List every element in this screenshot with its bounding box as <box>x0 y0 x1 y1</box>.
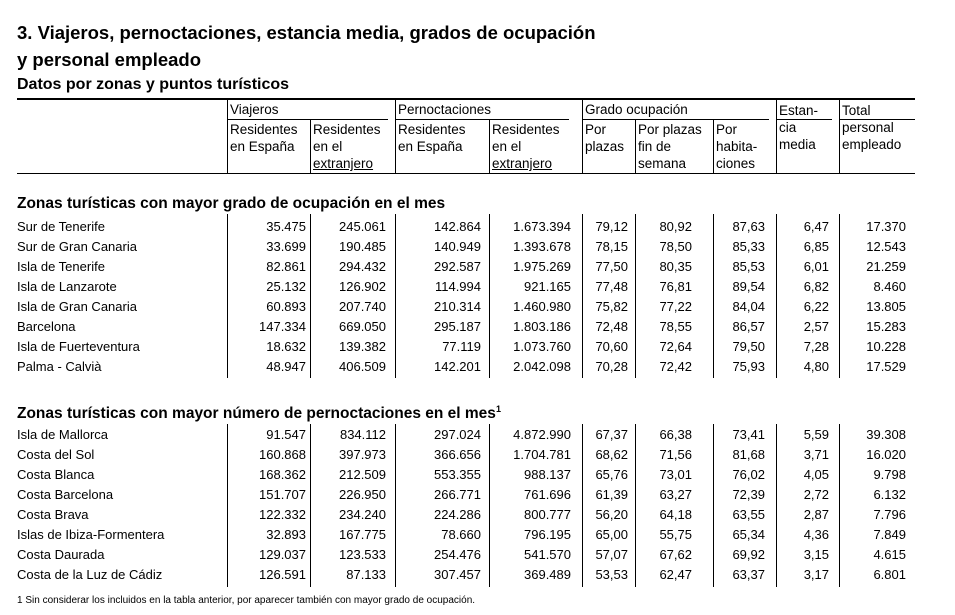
zone-name: Barcelona <box>17 319 76 334</box>
cell-por-habitaciones: 73,41 <box>732 427 765 442</box>
cell-personal-empleado: 15.283 <box>866 319 906 334</box>
cell-por-habitaciones: 75,93 <box>732 359 765 374</box>
cell-pernoctaciones-residentes-extranjero: 761.696 <box>524 487 571 502</box>
cell-viajeros-residentes-extranjero: 397.973 <box>339 447 386 462</box>
header-top-rule <box>17 98 915 100</box>
header-viajeros: Viajeros <box>230 102 279 117</box>
cell-viajeros-residentes-espana: 147.334 <box>259 319 306 334</box>
viajeros-group-rule <box>227 119 388 120</box>
cell-por-habitaciones: 86,57 <box>732 319 765 334</box>
cell-por-plazas-fin-semana: 66,38 <box>659 427 692 442</box>
header-por-plazas-fin-semana: Por plazas fin de semana <box>638 122 702 171</box>
table-row <box>0 565 955 585</box>
cell-pernoctaciones-residentes-espana: 266.771 <box>434 487 481 502</box>
cell-por-habitaciones: 85,53 <box>732 259 765 274</box>
cell-viajeros-residentes-espana: 91.547 <box>266 427 306 442</box>
cell-pernoctaciones-residentes-espana: 142.201 <box>434 359 481 374</box>
cell-por-plazas: 77,48 <box>595 279 628 294</box>
cell-pernoctaciones-residentes-extranjero: 921.165 <box>524 279 571 294</box>
cell-pernoctaciones-residentes-espana: 553.355 <box>434 467 481 482</box>
cell-por-plazas-fin-semana: 72,42 <box>659 359 692 374</box>
cell-por-plazas: 77,50 <box>595 259 628 274</box>
table-row <box>0 297 955 317</box>
table-row <box>0 485 955 505</box>
cell-por-habitaciones: 63,37 <box>732 567 765 582</box>
cell-viajeros-residentes-espana: 48.947 <box>266 359 306 374</box>
cell-viajeros-residentes-extranjero: 226.950 <box>339 487 386 502</box>
header-bottom-rule <box>17 173 915 174</box>
cell-pernoctaciones-residentes-espana: 77.119 <box>442 339 481 354</box>
section-title-ocupacion: Zonas turísticas con mayor grado de ocupación en el mes <box>17 195 446 212</box>
cell-pernoctaciones-residentes-extranjero: 1.673.394 <box>513 219 571 234</box>
cell-estancia-media: 2,87 <box>803 507 829 522</box>
zone-name: Costa Brava <box>17 507 89 522</box>
cell-pernoctaciones-residentes-espana: 292.587 <box>434 259 481 274</box>
cell-viajeros-residentes-espana: 35.475 <box>266 219 306 234</box>
cell-por-plazas-fin-semana: 64,18 <box>659 507 692 522</box>
zone-name: Isla de Tenerife <box>17 259 105 274</box>
header-viajeros-residentes-espana: Residentes en España <box>230 122 298 154</box>
cell-viajeros-residentes-extranjero: 167.775 <box>339 527 386 542</box>
cell-viajeros-residentes-espana: 60.893 <box>266 299 306 314</box>
cell-pernoctaciones-residentes-espana: 140.949 <box>434 239 481 254</box>
cell-pernoctaciones-residentes-extranjero: 988.137 <box>524 467 571 482</box>
zone-name: Costa Blanca <box>17 467 95 482</box>
col-separator <box>227 100 228 173</box>
cell-por-plazas: 65,76 <box>595 467 628 482</box>
cell-estancia-media: 6,22 <box>803 299 829 314</box>
table-row <box>0 337 955 357</box>
cell-estancia-media: 3,15 <box>803 547 829 562</box>
cell-estancia-media: 6,47 <box>803 219 829 234</box>
table-row <box>0 465 955 485</box>
header-por-plazas: Por plazas <box>585 122 625 154</box>
cell-personal-empleado: 10.228 <box>866 339 906 354</box>
cell-por-habitaciones: 81,68 <box>732 447 765 462</box>
table-row <box>0 217 955 237</box>
cell-por-plazas-fin-semana: 62,47 <box>659 567 692 582</box>
cell-estancia-media: 6,01 <box>803 259 829 274</box>
cell-por-plazas: 75,82 <box>595 299 628 314</box>
cell-personal-empleado: 16.020 <box>866 447 906 462</box>
cell-viajeros-residentes-extranjero: 669.050 <box>339 319 386 334</box>
cell-personal-empleado: 4.615 <box>873 547 906 562</box>
cell-viajeros-residentes-espana: 126.591 <box>259 567 306 582</box>
table-row <box>0 357 955 377</box>
cell-personal-empleado: 6.132 <box>873 487 906 502</box>
table-row <box>0 277 955 297</box>
footnote: 1 Sin considerar los incluidos en la tabla anterior, por aparecer también con mayor grado de ocupación. <box>17 595 476 606</box>
grado-group-rule <box>582 119 769 120</box>
cell-viajeros-residentes-extranjero: 87.133 <box>346 567 386 582</box>
cell-estancia-media: 3,17 <box>803 567 829 582</box>
cell-por-habitaciones: 89,54 <box>732 279 765 294</box>
cell-por-plazas-fin-semana: 78,55 <box>659 319 692 334</box>
col-separator <box>310 120 311 173</box>
col-separator <box>776 100 777 173</box>
cell-viajeros-residentes-extranjero: 126.902 <box>339 279 386 294</box>
header-pernoctaciones: Pernoctaciones <box>398 102 492 117</box>
cell-viajeros-residentes-extranjero: 207.740 <box>339 299 386 314</box>
cell-personal-empleado: 21.259 <box>866 259 906 274</box>
cell-pernoctaciones-residentes-extranjero: 1.704.781 <box>513 447 571 462</box>
cell-personal-empleado: 17.529 <box>866 359 906 374</box>
cell-por-plazas: 79,12 <box>595 219 628 234</box>
cell-por-plazas-fin-semana: 72,64 <box>659 339 692 354</box>
title-line-1: 3. Viajeros, pernoctaciones, estancia media, grados de ocupación <box>17 22 596 43</box>
cell-pernoctaciones-residentes-extranjero: 369.489 <box>524 567 571 582</box>
col-separator <box>489 120 490 173</box>
cell-pernoctaciones-residentes-espana: 366.656 <box>434 447 481 462</box>
cell-por-plazas-fin-semana: 77,22 <box>659 299 692 314</box>
cell-personal-empleado: 17.370 <box>866 219 906 234</box>
cell-por-plazas: 78,15 <box>595 239 628 254</box>
cell-pernoctaciones-residentes-espana: 307.457 <box>434 567 481 582</box>
table-row <box>0 545 955 565</box>
cell-pernoctaciones-residentes-extranjero: 4.872.990 <box>513 427 571 442</box>
cell-estancia-media: 6,82 <box>803 279 829 294</box>
cell-viajeros-residentes-extranjero: 139.382 <box>339 339 386 354</box>
cell-pernoctaciones-residentes-extranjero: 796.195 <box>524 527 571 542</box>
cell-pernoctaciones-residentes-extranjero: 1.460.980 <box>513 299 571 314</box>
cell-por-plazas: 68,62 <box>595 447 628 462</box>
cell-estancia-media: 3,71 <box>803 447 829 462</box>
cell-por-habitaciones: 76,02 <box>732 467 765 482</box>
cell-viajeros-residentes-extranjero: 123.533 <box>339 547 386 562</box>
section-title-pernoctaciones <box>17 404 501 423</box>
zone-name: Isla de Fuerteventura <box>17 339 140 354</box>
header-total-personal: Total personal empleado <box>842 103 902 152</box>
cell-pernoctaciones-residentes-espana: 224.286 <box>434 507 481 522</box>
cell-pernoctaciones-residentes-espana: 295.187 <box>434 319 481 334</box>
cell-pernoctaciones-residentes-espana: 254.476 <box>434 547 481 562</box>
cell-por-habitaciones: 69,92 <box>732 547 765 562</box>
cell-viajeros-residentes-extranjero: 406.509 <box>339 359 386 374</box>
cell-por-plazas-fin-semana: 76,81 <box>659 279 692 294</box>
cell-por-plazas: 57,07 <box>595 547 628 562</box>
zone-name: Isla de Mallorca <box>17 427 109 442</box>
section-title-text: Zonas turísticas con mayor número de pernoctaciones en el mes <box>17 405 496 423</box>
cell-personal-empleado: 13.805 <box>866 299 906 314</box>
col-separator <box>582 100 583 173</box>
col-separator <box>635 120 636 173</box>
cell-por-habitaciones: 79,50 <box>732 339 765 354</box>
header-estancia-media: Estan- cia media <box>779 103 819 152</box>
cell-por-plazas-fin-semana: 71,56 <box>659 447 692 462</box>
cell-viajeros-residentes-extranjero: 245.061 <box>339 219 386 234</box>
cell-por-habitaciones: 63,55 <box>732 507 765 522</box>
cell-pernoctaciones-residentes-espana: 78.660 <box>441 527 481 542</box>
cell-por-plazas: 56,20 <box>595 507 628 522</box>
cell-estancia-media: 7,28 <box>803 339 829 354</box>
cell-viajeros-residentes-extranjero: 234.240 <box>339 507 386 522</box>
cell-viajeros-residentes-espana: 18.632 <box>266 339 306 354</box>
cell-pernoctaciones-residentes-extranjero: 1.975.269 <box>513 259 571 274</box>
cell-estancia-media: 2,57 <box>803 319 829 334</box>
cell-estancia-media: 2,72 <box>803 487 829 502</box>
cell-pernoctaciones-residentes-extranjero: 2.042.098 <box>513 359 571 374</box>
cell-viajeros-residentes-espana: 32.893 <box>266 527 306 542</box>
cell-viajeros-residentes-espana: 151.707 <box>259 487 306 502</box>
cell-por-plazas-fin-semana: 63,27 <box>659 487 692 502</box>
cell-personal-empleado: 7.849 <box>873 527 906 542</box>
page-title <box>17 19 596 73</box>
table-row <box>0 257 955 277</box>
cell-por-plazas: 61,39 <box>595 487 628 502</box>
table-row <box>0 237 955 257</box>
cell-pernoctaciones-residentes-extranjero: 1.393.678 <box>513 239 571 254</box>
cell-por-plazas-fin-semana: 67,62 <box>659 547 692 562</box>
cell-pernoctaciones-residentes-extranjero: 800.777 <box>524 507 571 522</box>
col-separator <box>839 100 840 173</box>
header-por-habitaciones: Por habita- ciones <box>716 122 758 171</box>
cell-viajeros-residentes-extranjero: 190.485 <box>339 239 386 254</box>
cell-pernoctaciones-residentes-espana: 142.864 <box>434 219 481 234</box>
cell-viajeros-residentes-espana: 82.861 <box>266 259 306 274</box>
cell-estancia-media: 6,85 <box>803 239 829 254</box>
cell-estancia-media: 4,80 <box>803 359 829 374</box>
cell-estancia-media: 4,05 <box>803 467 829 482</box>
cell-personal-empleado: 6.801 <box>873 567 906 582</box>
cell-por-habitaciones: 84,04 <box>732 299 765 314</box>
cell-viajeros-residentes-espana: 168.362 <box>259 467 306 482</box>
cell-por-plazas: 70,60 <box>595 339 628 354</box>
cell-viajeros-residentes-espana: 33.699 <box>266 239 306 254</box>
cell-personal-empleado: 12.543 <box>866 239 906 254</box>
cell-personal-empleado: 8.460 <box>873 279 906 294</box>
cell-pernoctaciones-residentes-espana: 297.024 <box>434 427 481 442</box>
cell-viajeros-residentes-extranjero: 212.509 <box>339 467 386 482</box>
col-separator <box>713 120 714 173</box>
cell-por-plazas: 70,28 <box>595 359 628 374</box>
zone-name: Sur de Tenerife <box>17 219 105 234</box>
cell-por-plazas: 67,37 <box>595 427 628 442</box>
cell-viajeros-residentes-espana: 129.037 <box>259 547 306 562</box>
table-row <box>0 525 955 545</box>
footnote-marker: 1 <box>495 404 501 414</box>
table-row <box>0 425 955 445</box>
header-pernoctaciones-residentes-extranjero: Residentes en el extranjero <box>492 122 560 171</box>
cell-por-plazas-fin-semana: 73,01 <box>659 467 692 482</box>
cell-pernoctaciones-residentes-espana: 114.994 <box>434 279 481 294</box>
cell-personal-empleado: 7.796 <box>873 507 906 522</box>
cell-por-plazas-fin-semana: 80,92 <box>659 219 692 234</box>
cell-por-plazas-fin-semana: 78,50 <box>659 239 692 254</box>
cell-por-plazas: 72,48 <box>595 319 628 334</box>
cell-viajeros-residentes-extranjero: 834.112 <box>339 427 386 442</box>
cell-viajeros-residentes-espana: 160.868 <box>259 447 306 462</box>
header-viajeros-residentes-extranjero: Residentes en el extranjero <box>313 122 381 171</box>
col-separator <box>395 100 396 173</box>
cell-por-habitaciones: 72,39 <box>732 487 765 502</box>
pernoctaciones-group-rule <box>395 119 569 120</box>
cell-viajeros-residentes-espana: 25.132 <box>266 279 306 294</box>
zone-name: Costa Barcelona <box>17 487 114 502</box>
cell-por-plazas: 65,00 <box>595 527 628 542</box>
table-row <box>0 317 955 337</box>
cell-personal-empleado: 9.798 <box>873 467 906 482</box>
zone-name: Costa del Sol <box>17 447 95 462</box>
cell-por-plazas-fin-semana: 80,35 <box>659 259 692 274</box>
cell-pernoctaciones-residentes-extranjero: 1.803.186 <box>513 319 571 334</box>
cell-personal-empleado: 39.308 <box>866 427 906 442</box>
cell-pernoctaciones-residentes-espana: 210.314 <box>434 299 481 314</box>
zone-name: Isla de Lanzarote <box>17 279 117 294</box>
cell-pernoctaciones-residentes-extranjero: 541.570 <box>524 547 571 562</box>
cell-por-plazas: 53,53 <box>595 567 628 582</box>
zone-name: Islas de Ibiza-Formentera <box>17 527 165 542</box>
table-row <box>0 445 955 465</box>
cell-por-habitaciones: 65,34 <box>732 527 765 542</box>
zone-name: Palma - Calvià <box>17 359 102 374</box>
cell-estancia-media: 4,36 <box>803 527 829 542</box>
page-subtitle: Datos por zonas y puntos turísticos <box>17 76 290 93</box>
cell-viajeros-residentes-extranjero: 294.432 <box>339 259 386 274</box>
cell-estancia-media: 5,59 <box>803 427 829 442</box>
title-line-2: y personal empleado <box>17 49 202 70</box>
table-row <box>0 505 955 525</box>
cell-por-habitaciones: 87,63 <box>732 219 765 234</box>
header-grado-ocupacion: Grado ocupación <box>585 102 688 117</box>
zone-name: Isla de Gran Canaria <box>17 299 137 314</box>
zone-name: Sur de Gran Canaria <box>17 239 137 254</box>
cell-pernoctaciones-residentes-extranjero: 1.073.760 <box>513 339 571 354</box>
zone-name: Costa Daurada <box>17 547 105 562</box>
cell-por-habitaciones: 85,33 <box>732 239 765 254</box>
header-pernoctaciones-residentes-espana: Residentes en España <box>398 122 466 154</box>
cell-por-plazas-fin-semana: 55,75 <box>659 527 692 542</box>
zone-name: Costa de la Luz de Cádiz <box>17 567 163 582</box>
cell-viajeros-residentes-espana: 122.332 <box>259 507 306 522</box>
